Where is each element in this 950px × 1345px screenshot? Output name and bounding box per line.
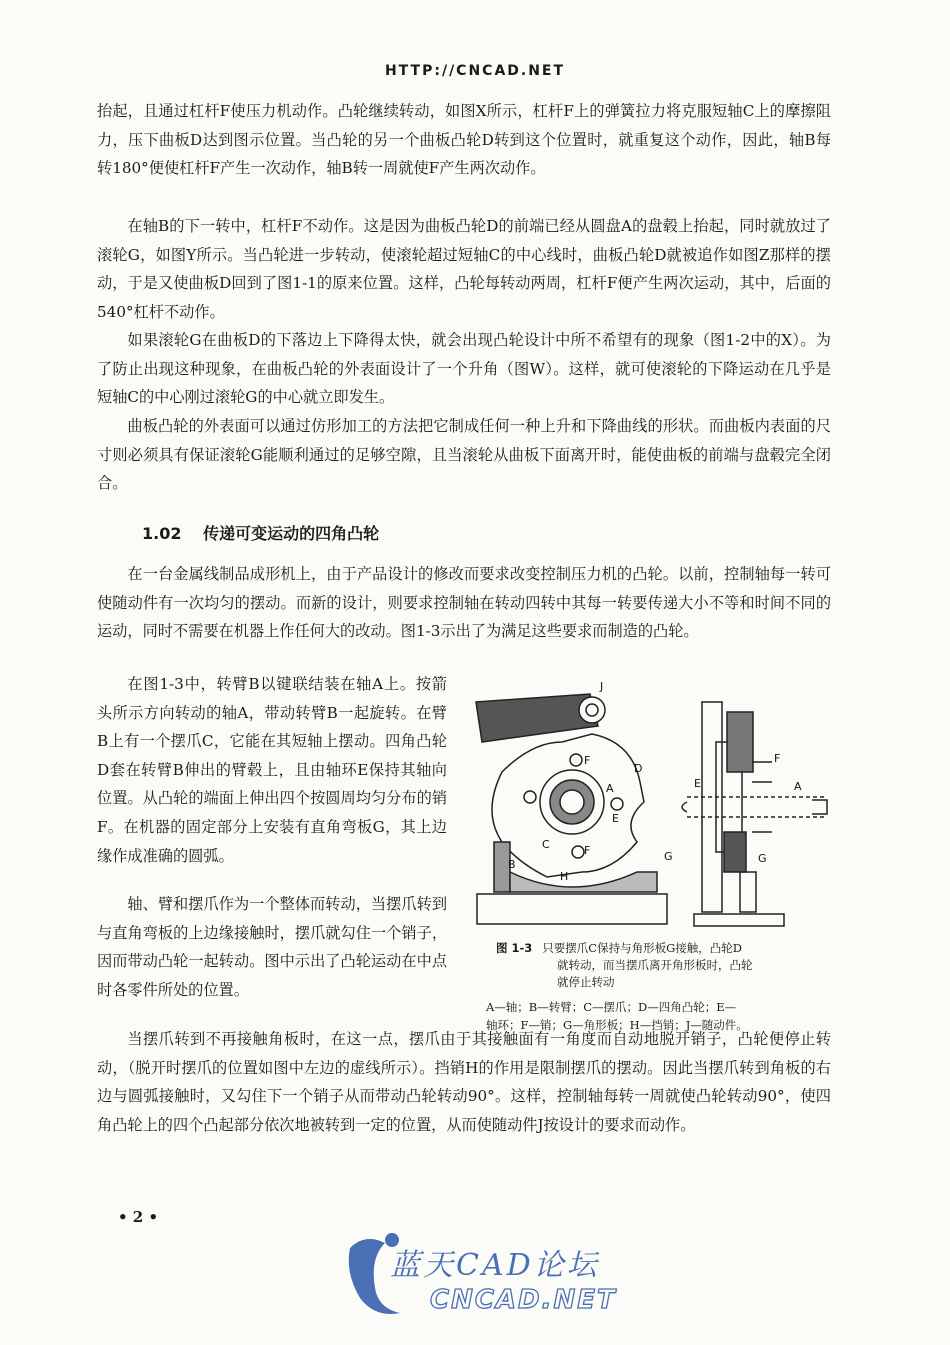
label-E-side: E (694, 777, 701, 790)
paragraph-4: 曲板凸轮的外表面可以通过仿形加工的方法把它制成任何一种上升和下降曲线的形状。而曲板内表面的尺寸则必须具有保证滚轮G能顺利通过的足够空隙，且当滚轮从曲板下面离开时，能使曲板的前端与盘毂完全闭合。 (97, 417, 831, 493)
page-number: • 2 • (118, 1208, 159, 1226)
legend-line-2: 轴环；F—销；G—角形板；H—挡销；J—随动件。 (486, 1018, 748, 1032)
column-paragraph-1: 在图1-3中，转臂B以键联结装在轴A上。按箭头所示方向转动的轴A，带动转臂B一起旋转。在臂B上有一个摆爪C，它能在其短轴上摆动。四角凸轮D套在转臂B伸出的臂毂上，且由轴环E保持其轴向位置。从凸轮的端面上伸出四个按圆周均匀分布的销F。在机器的固定部分上安装有直角弯板G，其上边缘作成准确的圆弧。 (97, 675, 447, 865)
label-H: H (560, 870, 569, 883)
label-A-side: A (794, 780, 802, 793)
page-header-url: HTTP://CNCAD.NET (384, 63, 566, 79)
caption-line-1: 只要摆爪C保持与角形板G接触，凸轮D (542, 941, 742, 955)
section-intro-paragraph: 在一台金属线制品成形机上，由于产品设计的修改而要求改变控制压力机的凸轮。以前，控制轴每一转可使随动件有一次均匀的摆动。而新的设计，则要求控制轴在转动四转中其每一转要传递大小不等和时间不同的运动，同时不需要在机器上作任何大的改动。图1-3示出了为满足这些要求而制造的凸轮。 (97, 565, 831, 641)
label-E: E (612, 812, 619, 825)
section-title: 传递可变运动的四角凸轮 (203, 524, 380, 543)
label-F-2: F (584, 844, 591, 857)
figure-1-3-diagram (472, 672, 832, 930)
paragraph-1: 抬起，且通过杠杆F使压力机动作。凸轮继续转动，如图X所示，杠杆F上的弹簧拉力将克服短轴C上的摩擦阻力，压下曲板D达到图示位置。当凸轮的另一个曲板凸轮D转到这个位置时，就重复这个动作，因此，轴B每转180°便使杠杆F产生一次动作，轴B转一周就使F产生两次动作。 (97, 102, 831, 178)
figure-caption (496, 940, 836, 991)
legend-line-1: A—轴；B—转臂；C—摆爪；D—四角凸轮；E— (486, 1000, 737, 1014)
section-number: 1.02 (142, 524, 182, 543)
label-A: A (606, 782, 614, 795)
paragraph-2: 在轴B的下一转中，杠杆F不动作。这是因为曲板凸轮D的前端已经从圆盘A的盘毂上抬起，同时就放过了滚轮G，如图Y所示。当凸轮进一步转动，使滚轮超过短轴C的中心线时，曲板凸轮D就被追作如图Z那样的摆动，于是又使曲板D回到了图1-1的原来位置。这样，凸轮每转动两周，杠杆F便产生两次运动，其中，后面的540°杠杆不动作。 (97, 217, 831, 321)
label-F-1: F (584, 754, 591, 767)
caption-line-2: 就转动，而当摆爪离开角形板时，凸轮 (557, 958, 753, 972)
column-paragraph-2: 轴、臂和摆爪作为一个整体而转动，当摆爪转到与直角弯板的上边缘接触时，摆爪就勾住一个销子，因而带动凸轮一起转动。图中示出了凸轮运动在中点时各零件所处的位置。 (97, 895, 447, 999)
label-B: B (508, 858, 516, 871)
label-G-side: G (758, 852, 767, 865)
label-G: G (664, 850, 673, 863)
watermark-en: CNCAD.NET (430, 1285, 617, 1315)
paragraph-3: 如果滚轮G在曲板D的下落边上下降得太快，就会出现凸轮设计中所不希望有的现象（图1-2中的X）。为了防止出现这种现象，在曲板凸轮的外表面设计了一个升角（图W）。这样，就可使滚轮的下降运动在几乎是短轴C的中心刚过滚轮G的中心就立即发生。 (97, 331, 831, 407)
caption-line-3: 就停止转动 (557, 975, 615, 989)
section-heading (142, 521, 379, 544)
closing-paragraph: 当摆爪转到不再接触角板时，在这一点，摆爪由于其接触面有一角度而自动地脱开销子，凸轮便停止转动，（脱开时摆爪的位置如图中左边的虚线所示）。挡销H的作用是限制摆爪的摆动。因此当摆爪转到角板的右边与圆弧接触时，又勾住下一个销子从而带动凸轮转动90°。这样，控制轴每转一周就使凸轮转动90°，使四角凸轮上的四个凸起部分依次地被转到一定的位置，从而使随动件J按设计的要求而动作。 (97, 1030, 831, 1134)
watermark-cn: 蓝天CAD论坛 (390, 1248, 600, 1283)
label-J: J (600, 680, 604, 693)
label-F-side: F (774, 752, 781, 765)
label-D: D (634, 762, 643, 775)
label-C: C (542, 838, 550, 851)
figure-label: 图 1-3 (496, 941, 533, 955)
figure-legend (486, 998, 836, 1034)
